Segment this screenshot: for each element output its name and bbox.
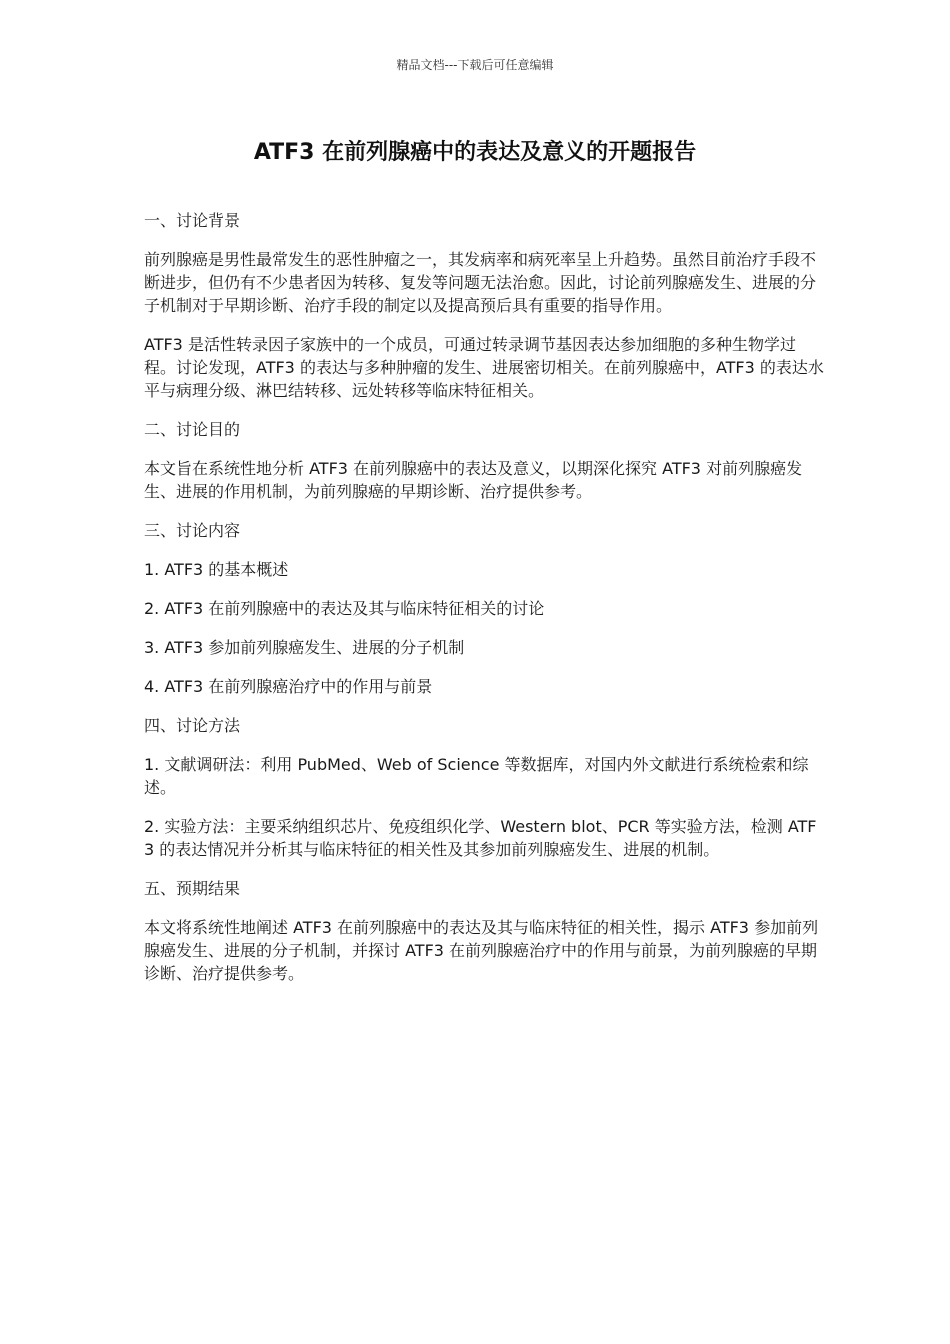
document-body bbox=[144, 209, 824, 1001]
section-heading-background: 一、讨论背景 bbox=[144, 211, 241, 230]
section-heading-purpose: 二、讨论目的 bbox=[144, 420, 241, 439]
paragraph: ATF3 是活性转录因子家族中的一个成员，可通过转录调节基因表达参加细胞的多种生物学过程。讨论发现，ATF3 的表达与多种肿瘤的发生、进展密切相关。在前列腺癌中，ATF3 的表达水平与病理分级、淋巴结转移、远处转移等临床特征相关。 bbox=[144, 335, 824, 400]
list-item: 1. 文献调研法：利用 PubMed、Web of Science 等数据库，对国内外文献进行系统检索和综述。 bbox=[144, 755, 809, 797]
paragraph: 本文将系统性地阐述 ATF3 在前列腺癌中的表达及其与临床特征的相关性，揭示 ATF3 参加前列腺癌发生、进展的分子机制，并探讨 ATF3 在前列腺癌治疗中的作用与前景，为前列腺癌的早期诊断、治疗提供参考。 bbox=[144, 918, 819, 983]
list-item: 4. ATF3 在前列腺癌治疗中的作用与前景 bbox=[144, 677, 433, 696]
paragraph: 本文旨在系统性地分析 ATF3 在前列腺癌中的表达及意义，以期深化探究 ATF3 对前列腺癌发生、进展的作用机制，为前列腺癌的早期诊断、治疗提供参考。 bbox=[144, 459, 803, 501]
list-item: 1. ATF3 的基本概述 bbox=[144, 560, 289, 579]
list-item: 2. ATF3 在前列腺癌中的表达及其与临床特征相关的讨论 bbox=[144, 599, 545, 618]
list-item: 3. ATF3 参加前列腺癌发生、进展的分子机制 bbox=[144, 638, 465, 657]
section-heading-expected-results: 五、预期结果 bbox=[144, 879, 241, 898]
document-title: ATF3 在前列腺癌中的表达及意义的开题报告 bbox=[253, 140, 697, 165]
section-heading-methods: 四、讨论方法 bbox=[144, 716, 241, 735]
list-item: 2. 实验方法：主要采纳组织芯片、免疫组织化学、Western blot、PCR 等实验方法，检测 ATF3 的表达情况并分析其与临床特征的相关性及其参加前列腺癌发生、进展的机制。 bbox=[144, 817, 817, 859]
paragraph: 前列腺癌是男性最常发生的恶性肿瘤之一，其发病率和病死率呈上升趋势。虽然目前治疗手段不断进步，但仍有不少患者因为转移、复发等问题无法治愈。因此，讨论前列腺癌发生、进展的分子机制对于早期诊断、治疗手段的制定以及提高预后具有重要的指导作用。 bbox=[144, 250, 817, 315]
section-heading-content: 三、讨论内容 bbox=[144, 521, 241, 540]
header-note: 精品文档---下载后可任意编辑 bbox=[396, 58, 554, 72]
